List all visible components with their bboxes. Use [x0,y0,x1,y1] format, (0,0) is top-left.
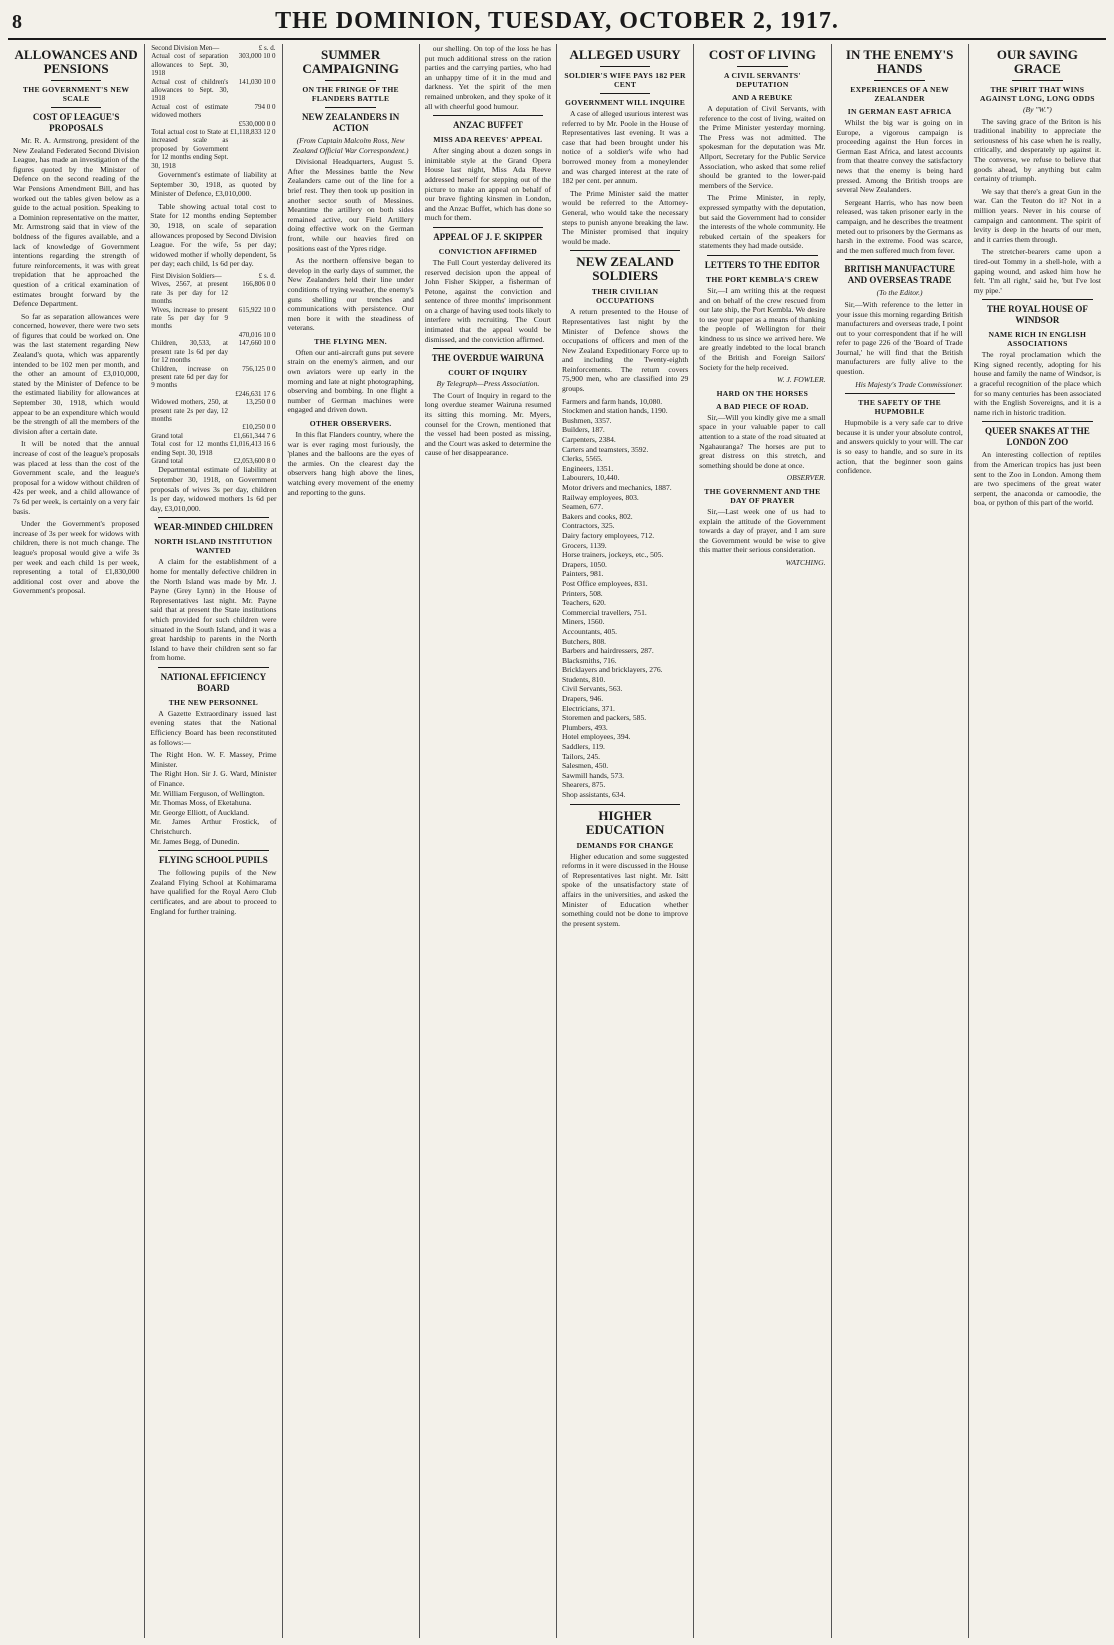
paragraph: The Prime Minister, in reply, expressed sympathy with the deputation, but said the Government had to consider the interests of the whole community. He rebuked certain of the speakers for statements they had made outside. [699,193,826,251]
subhead-soldiers-wife: SOLDIER'S WIFE PAYS 182 PER CENT [564,71,686,89]
columns [8,44,1106,1638]
list-item: The Right Hon. Sir J. G. Ward, Minister of Finance. [150,769,277,789]
table-label-cell: Wives, increase to present rate 5s per day for 9 months [151,305,228,331]
subhead-demands: DEMANDS FOR CHANGE [576,840,674,850]
headline-summer-campaigning: SUMMER CAMPAIGNING [302,47,399,76]
list-item: Sawmill hands, 573. [562,770,625,780]
paragraph: Often our anti-aircraft guns put severe strain on the enemy's airmen, and our own aviators were up early in the morning and late at night photographing, observing and bombing. In one flight a number of German machines were engaged and driven down. [287,347,414,415]
paragraph: Mr. R. A. Armstrong, president of the New Zealand Federated Second Division League, has made an investigation of the figures quoted by the Minister of Defence on the second reading of the War Pensions Amendment Bill, and has worked out the tables given below as a guide to the actual position. Speaking to a Dominion representative on the matter, Mr. Armstrong said that in view of the boldness of the figures available, and a lack of knowledge of Government intentions regarding the strength of future reinforcements, it was with great trepidation that he approached the question of a critical examination of estimates brought forward by the Defence Department. [13,136,140,309]
table-value-cell: £1,118,833 12 0 [230,128,276,137]
paragraph: The Full Court yesterday delivered its reserved decision upon the appeal of John Fisher Skipper, a fisherman of Petone, against the conviction and sentence of three months' imprisonment on a charge of having used tools likely to interfere with recruiting. The Court intimated that the appeal would be dismissed, and the conviction affirmed. [424,257,551,344]
paragraph: our shelling. On top of the loss he has put much additional stress on the ration parties and the carrying parties, who had an unhappy time of it in the mud and darkness. Yet the spirit of the men remained unbroken, and they spoke of it all with cheerful good humour. [424,44,551,111]
paragraph: The Court of Inquiry in regard to the long overdue steamer Wairuna resumed its sitting this morning. Mr. Myers, counsel for the Crown, mentioned that the vessel had been posted as missing, and the Court was asked to determine the cause of her disappearance. [424,390,551,458]
occupation-list [562,397,688,800]
table-label-cell: Children, increase on present rate 6d per day for 9 months [151,364,228,390]
list-item: Clerks, 5565. [562,454,603,464]
table-label-cell: Actual cost of estimate widowed mothers [151,102,229,120]
list-item: Miners, 1560. [562,617,605,627]
table-row [150,128,276,170]
paragraph: Sergeant Harris, who has now been released, was taken prisoner early in the campaign, and he describes the treatment meted out to prisoners by the Germans as harsh in the extreme. Food was scarce, and the men suffered much from fever. [836,197,963,255]
paragraph: Sir,—Will you kindly give me a small space in your valuable paper to call attention to a state of the road situated at Ngahauranga? The horses are put to great distress on this stretch, and something should be done at once. [699,412,826,470]
list-item: Saddlers, 119. [562,742,605,752]
column-2 [145,44,282,1638]
list-item: Carters and teamsters, 3592. [562,444,649,454]
headline-british-manufacture: BRITISH MANUFACTURE AND OVERSEAS TRADE [844,264,955,286]
subhead-experiences: EXPERIENCES OF A NEW ZEALANDER [850,85,949,103]
subhead-spirit: THE SPIRIT THAT WINS AGAINST LONG, LONG ODDS [979,85,1095,103]
table-value-cell: 470,016 10 0 [238,330,276,339]
subhead-flanders: ON THE FRINGE OF THE FLANDERS BATTLE [302,85,399,103]
paragraph: In this flat Flanders country, where the war is ever raging most furiously, the 'planes and the balloons are the eyes of the armies. On the clearest day the observers hang high above the lines, watching every movement of the enemy and reporting to the guns. [287,430,414,497]
table-value-cell: 13,250 0 0 [245,398,276,407]
list-item: Hotel employees, 394. [562,732,631,742]
table-value-cell: £246,631 17 6 [235,389,276,398]
list-item: Electricians, 371. [562,703,615,713]
table-row [150,52,276,77]
headline-letters: LETTERS TO THE EDITOR [704,259,820,270]
table-label-cell: Widowed mothers, 250, at present rate 2s per day, 12 months [151,398,228,423]
table-label-cell [150,120,229,128]
headline-cost-of-living: COST OF LIVING [708,47,816,62]
table-value-cell: £1,016,413 16 6 [230,440,276,449]
headline-usury: ALLEGED USURY [569,47,681,62]
subhead-observers: OTHER OBSERVERS. [309,419,392,429]
headline-wairuna: THE OVERDUE WAIRUNA [431,353,545,364]
table-label-cell: Second Division Men— [151,44,220,52]
table-row [150,365,276,390]
list-item: Seamen, 677. [562,502,604,512]
table-value-cell: £ s. d. [258,272,276,281]
table-label-cell: Total actual cost to State at increased scale as proposed by Government for 12 months ending Sept. 30, 1918 [151,128,229,170]
list-item: Printers, 508. [562,588,603,598]
headline-royal-house: THE ROYAL HOUSE OF WINDSOR [986,304,1088,326]
table-row [150,440,276,457]
paragraph: Whilst the big war is going on in Europe, a vigorous campaign is proceeding against the Hun forces in German East Africa, and latest accounts from that theatre convey the satisfactory news that the enemy is being hard pressed. Among the British troops are several New Zealanders. [836,118,963,195]
paragraph: We say that there's a great Gun in the war. Can the Teuton do it? Not in a million years. Never in his course of campaign and cantonment. The spirit of levity is deep in the hearts of our men, and it carries them through. [973,186,1101,244]
paragraph: Government's estimate of liability at September 30, 1918, as quoted by Minister of Defence, £3,010,000. [150,170,277,199]
list-item: Builders, 187. [562,425,605,435]
paragraph: Higher education and some suggested reforms in it were discussed in the House of Representatives last night. Mr. Isitt spoke of the unsatisfactory state of affairs in the universities, and asked the Minister of Education whether something could not be done to improve the present system. [562,851,689,928]
newspaper-title: THE DOMINION, TUESDAY, OCTOBER 2, 1917. [275,8,839,34]
list-item: Tailors, 245. [562,751,601,761]
list-item: Accountants, 405. [562,626,618,636]
paragraph: As the northern offensive began to develop in the early days of summer, the New Zealanders held their line under conditions of trying weather, the enemy's guns shelling our trenches and communications with persistence. Our men bore it with the steadiness of veterans. [287,256,414,333]
paragraph: Divisional Headquarters, August 5. After the Messines battle the New Zealanders came out of the line for a brief rest. They then took up position in another sector south of Messines. Meantime the artillery on both sides remained active, our Field Artillery doing effective work on the German front, while our heavies fired on positions east of the Ypres ridge. [287,157,414,253]
subhead-day-of-prayer: THE GOVERNMENT AND THE DAY OF PRAYER [704,487,821,505]
paragraph: After singing about a dozen songs in inimitable style at the Grand Opera House last night, Miss Ada Reeve addressed herself for stepping out of the picture to make an appeal on behalf of our brave fighting kinsmen in London, and the Anzac Buffet, which has done so much for them. [424,146,551,223]
paragraph: A return presented to the House of Representatives last night by the Minister of Defence shows the occupations of officers and men of the New Zealand Expeditionary Force up to and including the Twenty-eighth Reinforcements. The return covers 75,900 men, who are classified into 29 groups. [562,307,689,394]
table-value-cell: 756,125 0 0 [242,364,276,373]
list-item: Commercial travellers, 751. [562,607,647,617]
table-value-cell: 147,660 10 0 [238,339,276,348]
subhead-conviction: CONVICTION AFFIRMED [438,246,538,256]
table-label-cell: Total cost for 12 months ending Sept. 30, 1918 [151,440,228,457]
headline-skipper-appeal: APPEAL OF J. F. SKIPPER [433,231,543,242]
column-1 [8,44,145,1638]
table-value-cell: £ s. d. [258,44,276,52]
column-5 [557,44,694,1638]
subhead-institution: NORTH ISLAND INSTITUTION WANTED [154,537,273,556]
table-value-cell: £2,053,600 8 0 [233,456,276,465]
table-row [150,272,276,280]
paragraph: Under the Government's proposed increase of 3s per week for widows with children, there is not much change. The league's proposal would give a wife 3s per week and each child 1s per week, representing a total of £1,830,000 additional cost over and above the Government's proposal. [13,519,140,596]
cost-table-2 [150,272,276,465]
subhead-new-scale: THE GOVERNMENT'S NEW SCALE [22,85,130,103]
table-row [150,331,276,339]
cost-table-1 [150,44,276,170]
list-item: Storemen and packers, 585. [562,713,647,723]
subhead-inquire: GOVERNMENT WILL INQUIRE [565,98,686,107]
table-label-cell [150,390,229,398]
subhead-name-rich: NAME RICH IN ENGLISH ASSOCIATIONS [988,330,1087,349]
paragraph: The saving grace of the Briton is his traditional inability to appreciate the seriousness of his case when he is really, critically, and desperately up against it. The converse, we refuse to believe that goods ahead, by anything but calm certainty of triumph. [973,116,1101,184]
table-row [150,280,276,305]
table-label-cell: Children, 30,533, at present rate 1s 6d per day for 12 months [151,339,228,365]
headline-queer-snakes: QUEER SNAKES AT THE LONDON ZOO [984,426,1090,448]
subhead-deputation: A CIVIL SERVANTS' DEPUTATION [723,71,801,89]
headline-efficiency-board: NATIONAL EFFICIENCY BOARD [160,671,267,693]
table-row [150,78,276,103]
table-value-cell: 166,806 0 0 [242,280,276,289]
list-item: Shearers, 875. [562,780,606,790]
subhead-rebuke: AND A REBUKE [732,93,793,102]
headline-anzac-buffet: ANZAC BUFFET [452,120,523,131]
subhead-ada-reeve: MISS ADA REEVES' APPEAL [433,135,543,145]
list-item: Grocers, 1139. [562,540,607,550]
paragraph: A case of alleged usurious interest was referred to by Mr. Poole in the House of Representatives last evening. It was a case that had been brought under his notice of a soldier's wife who had borrowed money from a moneylender and was charged interest at the rate of 182 per cent. per annum. [562,109,689,186]
list-item: Painters, 981. [562,569,604,579]
table-label-cell: Actual cost of separation allowances to Sept. 30, 1918 [151,52,229,78]
column-8 [969,44,1106,1638]
subhead-occupations: THEIR CIVILIAN OCCUPATIONS [591,287,659,306]
subhead-flying-men: THE FLYING MEN. [314,336,388,346]
list-item: Mr. William Ferguson, of Wellington. [150,788,265,798]
byline: (By "W.") [1022,105,1052,114]
table-label-cell: Grand total [151,456,183,465]
personnel-list [150,750,276,846]
headline-enemys-hands: IN THE ENEMY'S HANDS [845,47,954,76]
paragraph: The royal proclamation which the King signed recently, adopting for his house and family the name of Windsor, is a graceful recognition of the place which for so many centuries has been associated with the English Sovereigns, and it is a name rich in historic tradition. [973,350,1101,417]
list-item: Drapers, 946. [562,694,604,704]
list-item: Barbers and hairdressers, 287. [562,646,654,656]
list-item: Mr. James Arthur Frostick, of Christchurch. [150,817,277,836]
paragraph: Sir,—Last week one of us had to explain the attitude of the Government towards a day of prayer, and I am sure the Government would be wise to give this matter their serious consideration. [699,507,826,555]
table-row [150,432,276,440]
paragraph: It will be noted that the annual increase of cost of the league's proposals was placed at less than the cost of the Government scale, and the league's proposal for a widow without children of 42s per week, and a child allowance of 7s 6d per week, is certainly on a very fair basis. [13,439,140,516]
list-item: Labourers, 10,440. [562,473,620,483]
headline-allowances: ALLOWANCES AND PENSIONS [14,47,138,76]
headline-nz-soldiers: NEW ZEALAND SOLDIERS [576,254,674,284]
table-row [150,423,276,431]
list-item: Bushmen, 3357. [562,415,612,425]
paragraph: A Gazette Extraordinary issued last evening states that the National Efficiency Board has been reconstituted as follows:— [150,708,277,747]
list-item: Carpenters, 2384. [562,435,616,445]
paragraph: Table showing actual total cost to State for 12 months ending September 30, 1918, on scale of separation allowances proposed by Second Division League. For the wife, 5s per day; widowed mother if wholly dependent, 5s per day; each child, 1s 6d per day. [150,201,277,269]
table-label-cell: First Division Soldiers— [151,272,222,281]
list-item: Butchers, 808. [562,636,607,646]
headline-hupmobile: THE SAFETY OF THE HUPMOBILE [858,398,941,417]
table-value-cell: £530,000 0 0 [238,119,276,128]
paragraph: A deputation of Civil Servants, with reference to the cost of living, waited on the Prime Minister yesterday morning. The Press was not admitted. The spokesman for the deputation was Mr. Allport, Secretary for the Public Service Association, who asked that some relief should be granted to the lower-paid members of the Service. [699,104,826,190]
table-value-cell: 615,922 10 0 [238,305,276,314]
subhead-port-kembla: THE PORT KEMBLA'S CREW [706,274,819,284]
table-row [150,457,276,465]
paragraph: The stretcher-bearers came upon a tired-out Tommy in a shell-hole, with a gaping wound, and asked him how he felt. 'I'm all right,' said he, 'but I've lost my pipe.' [973,247,1101,295]
column-3 [283,44,420,1638]
table-value-cell: £1,661,344 7 6 [233,431,276,440]
paragraph: A claim for the establishment of a home for mentally defective children in the North Island was made by Mr. J. Payne (Grey Lynn) in the House of Representatives last night. Mr. Payne said that at present the State institutions which provided for such children were situated in the South Island, and it was a great hardship to parents in the North Island to have their children sent so far from home. [150,557,277,663]
table-label-cell [150,423,229,431]
table-value-cell: 794 0 0 [254,102,276,111]
paragraph: Sir,—With reference to the letter in your issue this morning regarding British manufacturers and overseas trade, I point out to your correspondent that if he will refer to page 226 of the 'Board of Trade Journal,' he will find that the British manufacturers are fully alive to the question. [836,299,963,377]
subhead-personnel: THE NEW PERSONNEL [168,697,259,707]
list-item: Bricklayers and bricklayers, 276. [562,665,663,675]
byline: By Telegraph—Press Association. [436,379,540,389]
page-number: 8 [12,11,22,33]
table-row [150,339,276,364]
list-item: Horse trainers, jockeys, etc., 505. [562,550,664,560]
list-item: Bakers and cooks, 802. [562,511,633,521]
list-item: Blacksmiths, 716. [562,655,617,665]
signature: His Majesty's Trade Commissioner. [855,379,963,389]
list-item: Plumbers, 493. [562,722,608,732]
list-item: Stockmen and station hands, 1190. [562,406,668,416]
table-row [150,390,276,398]
subhead-horses: HARD ON THE HORSES [716,388,809,398]
list-item: Drapers, 1050. [562,559,607,569]
paragraph: Sir,—I am writing this at the request and on behalf of the crew rescued from our late ship, the Port Kembla. We desire to use your paper as a means of thanking the people of Wellington for their kindness to us since we arrived here. We are greatly indebted to the local branch of the British and Foreign Sailors' Society for the help received. [699,285,826,372]
list-item: Dairy factory employees, 712. [562,530,655,540]
subhead-east-africa: IN GERMAN EAST AFRICA [847,107,952,116]
list-item: Farmers and farm hands, 10,080. [562,396,663,406]
list-item: Mr. Thomas Moss, of Eketahuna. [150,798,252,808]
paragraph: Departmental estimate of liability at September 30, 1918, on Government proposals of wives 3s per day, children 1s per day, widowed mothers 1s 6d per day, £3,010,000. [150,465,277,513]
table-row [150,306,276,331]
paragraph: So far as separation allowances were concerned, however, there were two sets of figures that could be worked on. One was the last statement regarding New Zealand's quota, which was apparently intended to be 102 men per month, and the other an amount of £3,010,000, stated by the Minister of Defence to be the estimated liability for allowances at September 30, 1918, which would appear to be an expenditure which would be the strength of all the members of the division after a certain date. [13,311,140,436]
column-6 [694,44,831,1638]
paragraph: Hupmobile is a very safe car to drive because it is under your absolute control, and answers quickly to your will. The car is so easy to handle, and so sure in its action, that the beginner soon gains confidence. [836,418,963,476]
table-value-cell: 141,030 10 0 [238,77,276,86]
subhead-bad-road: A BAD PIECE OF ROAD. [716,401,809,411]
signature: WATCHING. [785,557,826,567]
paragraph: The following pupils of the New Zealand Flying School at Kohimarama have qualified for the Royal Aero Club certificates, and are about to proceed to England for further training. [150,868,277,916]
byline: (To the Editor.) [876,288,923,298]
table-row [150,44,276,52]
paragraph: The Prime Minister said the matter would be referred to the Attorney-General, who would take the necessary steps to punish anyone breaking the law. The Minister promised that inquiry would be made. [562,188,689,246]
table-label-cell: Actual cost of children's allowances to Sept. 30, 1918 [151,77,229,103]
subhead-court-inquiry: COURT OF INQUIRY [448,368,528,378]
list-item: The Right Hon. W. F. Massey, Prime Minister. [150,750,277,769]
table-value-cell: 303,000 10 0 [238,52,276,61]
subhead-league-cost: COST OF LEAGUE'S PROPOSALS [32,112,120,133]
table-value-cell: £10,250 0 0 [242,423,276,432]
list-item: Motor drivers and mechanics, 1887. [562,483,672,492]
list-item: Salesmen, 450. [562,761,609,771]
headline-higher-education: HIGHER EDUCATION [585,807,665,837]
table-row [150,103,276,120]
headline-flying-school: FLYING SCHOOL PUPILS [159,855,268,866]
signature: W. J. FOWLER. [777,375,826,385]
list-item: Civil Servants, 563. [562,684,623,694]
table-row [150,398,276,423]
table-label-cell [150,331,229,339]
list-item: Railway employees, 803. [562,492,639,502]
table-label-cell: Grand total [151,431,183,440]
headline-children: WEAR-MINDED CHILDREN [153,522,273,533]
masthead [8,6,1106,40]
column-4 [420,44,557,1638]
byline: (From Captain Malcolm Ross, New Zealand Official War Correspondent.) [292,136,409,155]
list-item: Contractors, 325. [562,521,615,531]
subhead-new-zealanders: NEW ZEALANDERS IN ACTION [301,112,400,133]
paragraph: An interesting collection of reptiles from the American tropics has just been sent to the Zoo in London. Among them are two specimens of the great water serpent, the anaconda or camoodie, the boa, or python of this part of the world. [973,450,1101,508]
list-item: Engineers, 1351. [562,463,614,473]
table-label-cell: Wives, 2567, at present rate 3s per day for 12 months [151,280,228,306]
list-item: Mr. James Begg, of Dunedin. [150,836,240,846]
list-item: Mr. George Elliott, of Auckland. [150,807,250,817]
list-item: Post Office employees, 831. [562,578,648,588]
list-item: Students, 810. [562,674,606,684]
headline-saving-grace: OUR SAVING GRACE [996,47,1078,76]
table-row [150,120,276,128]
column-7 [832,44,969,1638]
list-item: Teachers, 620. [562,598,606,608]
list-item: Shop assistants, 634. [562,790,626,799]
signature: OBSERVER. [786,473,826,483]
